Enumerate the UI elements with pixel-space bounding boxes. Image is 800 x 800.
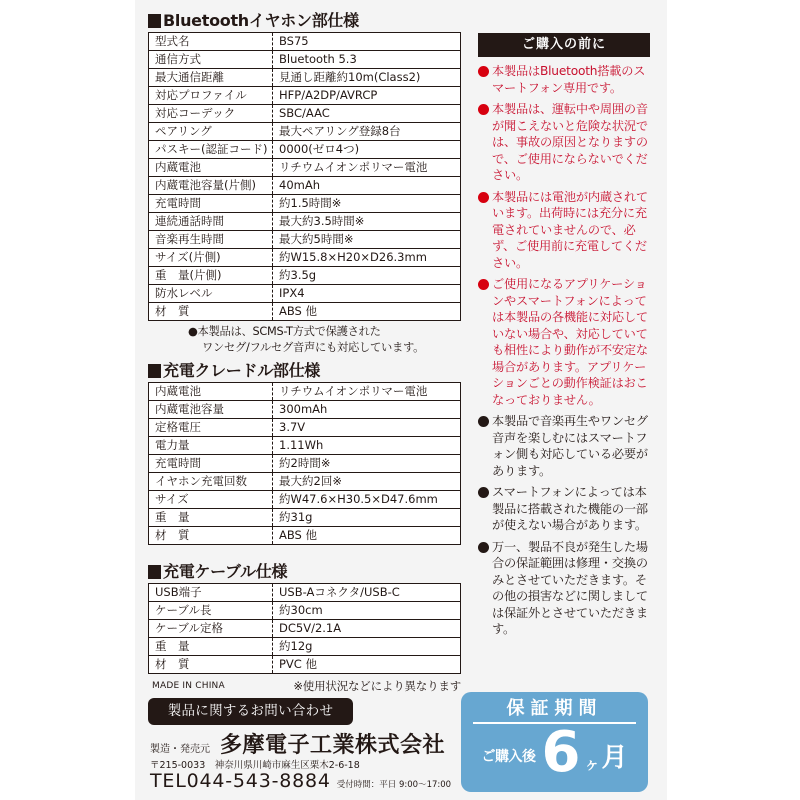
- spec-key: 防水レベル: [149, 285, 273, 303]
- notice-item: [478, 63, 650, 96]
- spec-key: パスキー(認証コード): [149, 141, 273, 159]
- spec-value: 300mAh: [273, 401, 461, 419]
- spec-key: 内蔵電池容量: [149, 401, 273, 419]
- spec-row: [149, 249, 461, 267]
- spec-value: USB-Aコネクタ/USB-C: [279, 585, 400, 599]
- bullet-dot-icon: [478, 104, 489, 115]
- spec-value: ABS 他: [273, 527, 461, 545]
- square-bullet-icon: [148, 364, 161, 378]
- spec-row: [149, 509, 461, 527]
- notice-item: [478, 413, 650, 479]
- spec-key: 連続通話時間: [149, 213, 273, 231]
- spec-key: 材 質: [149, 527, 273, 545]
- notice-item: [478, 484, 650, 534]
- earphone-spec-title: Bluetoothイヤホン部仕様: [148, 10, 463, 32]
- spec-row: [149, 602, 461, 620]
- spec-key: サイズ: [149, 491, 273, 509]
- spec-key: 型式名: [149, 33, 273, 51]
- spec-key: サイズ(片側): [149, 249, 273, 267]
- spec-row: [149, 159, 461, 177]
- spec-row: [149, 141, 461, 159]
- spec-value: 約W47.6×H30.5×D47.6mm: [273, 491, 461, 509]
- spec-key: ケーブル長: [149, 602, 273, 620]
- earphone-spec-table: [148, 32, 461, 321]
- spec-key: 対応コーデック: [149, 105, 273, 123]
- made-in-label: MADE IN CHINA: [152, 681, 225, 691]
- spec-key: 充電時間: [149, 455, 273, 473]
- spec-value: 約3.5g: [273, 267, 461, 285]
- business-hours: 受付時間：平日 9:00～17:00: [336, 780, 452, 790]
- notice-text: 本製品には電池が内蔵されています。出荷時には充分に充電されていませんので、必ず、ご使用前に充電してください。: [492, 189, 648, 270]
- notice-text: 本製品は、運転中や周囲の音が聞こえないと危険な状況では、事故の原因となりますので、ご使用にならないでください。: [492, 102, 648, 182]
- spec-row: [149, 491, 461, 509]
- spec-key: 対応プロファイル: [149, 87, 273, 105]
- spec-row: [149, 584, 461, 602]
- notice-text: 本製品で音楽再生やワンセグ音声を楽しむにはスマートフォン側も対応している必要があります。: [492, 414, 648, 478]
- spec-value: IPX4: [273, 285, 461, 303]
- notice-text: 万一、製品不良が発生した場合の保証範囲は修理・交換のみとさせていただきます。その他の損害などに関しましては保証外とさせていただきます。: [492, 539, 648, 636]
- notice-text: 本製品はBluetooth搭載のスマートフォン専用です。: [492, 64, 646, 95]
- spec-row: [149, 383, 461, 401]
- notice-item: [478, 276, 650, 408]
- spec-row: [149, 419, 461, 437]
- spec-key: 内蔵電池: [149, 383, 273, 401]
- spec-value: 1.11Wh: [273, 437, 461, 455]
- spec-row: [149, 455, 461, 473]
- spec-value: 最大ペアリング登録8台: [273, 123, 461, 141]
- usage-note: ※使用状況などにより異なります: [293, 679, 461, 693]
- spec-value: 約30cm: [273, 602, 461, 620]
- spec-key: 通信方式: [149, 51, 273, 69]
- spec-key: 内蔵電池: [149, 159, 273, 177]
- warranty-unit: 月: [601, 742, 628, 773]
- spec-value: 最大約2回※: [273, 473, 461, 491]
- spec-key: 重 量: [149, 509, 273, 527]
- spec-value: 約1.5時間※: [273, 195, 461, 213]
- spec-value: ABS 他: [273, 303, 461, 321]
- spec-value: 約12g: [273, 638, 461, 656]
- spec-value: 約2時間※: [273, 455, 461, 473]
- warranty-unit-small: ヶ: [584, 754, 600, 773]
- spec-row: [149, 473, 461, 491]
- notice-item: [478, 101, 650, 184]
- spec-value: 最大約3.5時間※: [273, 213, 461, 231]
- spec-key: イヤホン充電回数: [149, 473, 273, 491]
- spec-value: 約W15.8×H20×D26.3mm: [273, 249, 461, 267]
- notice-column: [478, 33, 650, 643]
- spec-row: [149, 437, 461, 455]
- spec-key: 定格電圧: [149, 419, 273, 437]
- warranty-title: 保証期間: [506, 698, 603, 719]
- bullet-dot-icon: [478, 487, 489, 498]
- spec-value: 40mAh: [273, 177, 461, 195]
- spec-row: [149, 638, 461, 656]
- notice-item: [478, 539, 650, 638]
- cable-spec-title: 充電ケーブル仕様: [148, 561, 463, 583]
- spec-value: Bluetooth 5.3: [273, 51, 461, 69]
- spec-value: 最大約5時間※: [273, 231, 461, 249]
- spec-key: 充電時間: [149, 195, 273, 213]
- spec-value: 約31g: [273, 509, 461, 527]
- company-row: [150, 728, 445, 759]
- spec-key: 最大通信距離: [149, 69, 273, 87]
- spec-key: 材 質: [149, 303, 273, 321]
- spec-key: ペアリング: [149, 123, 273, 141]
- bullet-dot-icon: [478, 192, 489, 203]
- bullet-dot-icon: [478, 66, 489, 77]
- notice-text: ご使用になるアプリケーションやスマートフォンによっては本製品の各機能に対応していない場合や、対応していても相性により動作が不安定な場合があります。アプリケーションごとの動作検証はおこなっておりません。: [492, 277, 648, 407]
- spec-value: 3.7V: [273, 419, 461, 437]
- spec-value: SBC/AAC: [273, 105, 461, 123]
- square-bullet-icon: [148, 14, 161, 28]
- spec-value: リチウムイオンポリマー電池: [279, 384, 428, 398]
- spec-row: [149, 303, 461, 321]
- spec-value: リチウムイオンポリマー電池: [273, 159, 461, 177]
- spec-row: [149, 213, 461, 231]
- square-bullet-icon: [148, 565, 161, 579]
- spec-key: 音楽再生時間: [149, 231, 273, 249]
- spec-value: 見通し距離約10m(Class2): [273, 69, 461, 87]
- spec-row: [149, 177, 461, 195]
- spec-row: [149, 527, 461, 545]
- spec-key: 重 量(片側): [149, 267, 273, 285]
- bullet-dot-icon: [478, 279, 489, 290]
- cradle-spec-table: [148, 382, 461, 545]
- spec-row: [149, 267, 461, 285]
- spec-column: [148, 10, 463, 694]
- footnote-row: [148, 678, 461, 694]
- spec-key: 重 量: [149, 638, 273, 656]
- spec-row: [149, 87, 461, 105]
- spec-key: USB端子: [149, 584, 273, 602]
- spec-row: [149, 195, 461, 213]
- scms-note: ●本製品は、SCMS-T方式で保護された ワンセグ/フルセグ音声にも対応しています。: [188, 325, 425, 354]
- cradle-spec-title: 充電クレードル部仕様: [148, 360, 463, 382]
- spec-row: [149, 285, 461, 303]
- spec-key: ケーブル定格: [149, 620, 273, 638]
- spec-row: [149, 401, 461, 419]
- spec-row: [149, 231, 461, 249]
- spec-value: BS75: [279, 34, 309, 48]
- warranty-period: [461, 719, 648, 786]
- maker-label: 製造・発売元: [150, 744, 210, 755]
- notice-list: [478, 63, 650, 638]
- spec-key: 材 質: [149, 656, 273, 674]
- cable-spec-table: [148, 583, 461, 674]
- bullet-dot-icon: [478, 542, 489, 553]
- spec-row: [149, 69, 461, 87]
- spec-row: [149, 123, 461, 141]
- spec-row: [149, 33, 461, 51]
- spec-row: [149, 620, 461, 638]
- contact-badge: 製品に関するお問い合わせ: [148, 698, 353, 725]
- spec-value: DC5V/2.1A: [273, 620, 461, 638]
- spec-key: 電力量: [149, 437, 273, 455]
- warranty-prefix: ご購入後: [481, 748, 536, 765]
- notice-text: スマートフォンによっては本製品に搭載された機能の一部が使えない場合があります。: [492, 485, 648, 532]
- company-name: 多摩電子工業株式会社: [220, 733, 446, 758]
- spec-row: [149, 656, 461, 674]
- spec-row: [149, 51, 461, 69]
- company-address: 〒215-0033 神奈川県川崎市麻生区栗木2-6-18: [150, 760, 360, 771]
- warranty-number: 6: [541, 719, 581, 785]
- notice-title: ご購入の前に: [478, 33, 650, 57]
- warranty-box: [461, 692, 648, 792]
- notice-item: [478, 189, 650, 272]
- spec-row: [149, 105, 461, 123]
- spec-key: 内蔵電池容量(片側): [149, 177, 273, 195]
- tel-row: [150, 770, 451, 792]
- spec-value: HFP/A2DP/AVRCP: [273, 87, 461, 105]
- spec-value: PVC 他: [273, 656, 461, 674]
- spec-value: 0000(ゼロ4つ): [273, 141, 461, 159]
- bullet-dot-icon: [478, 416, 489, 427]
- tel-number: TEL044-543-8884: [150, 770, 331, 792]
